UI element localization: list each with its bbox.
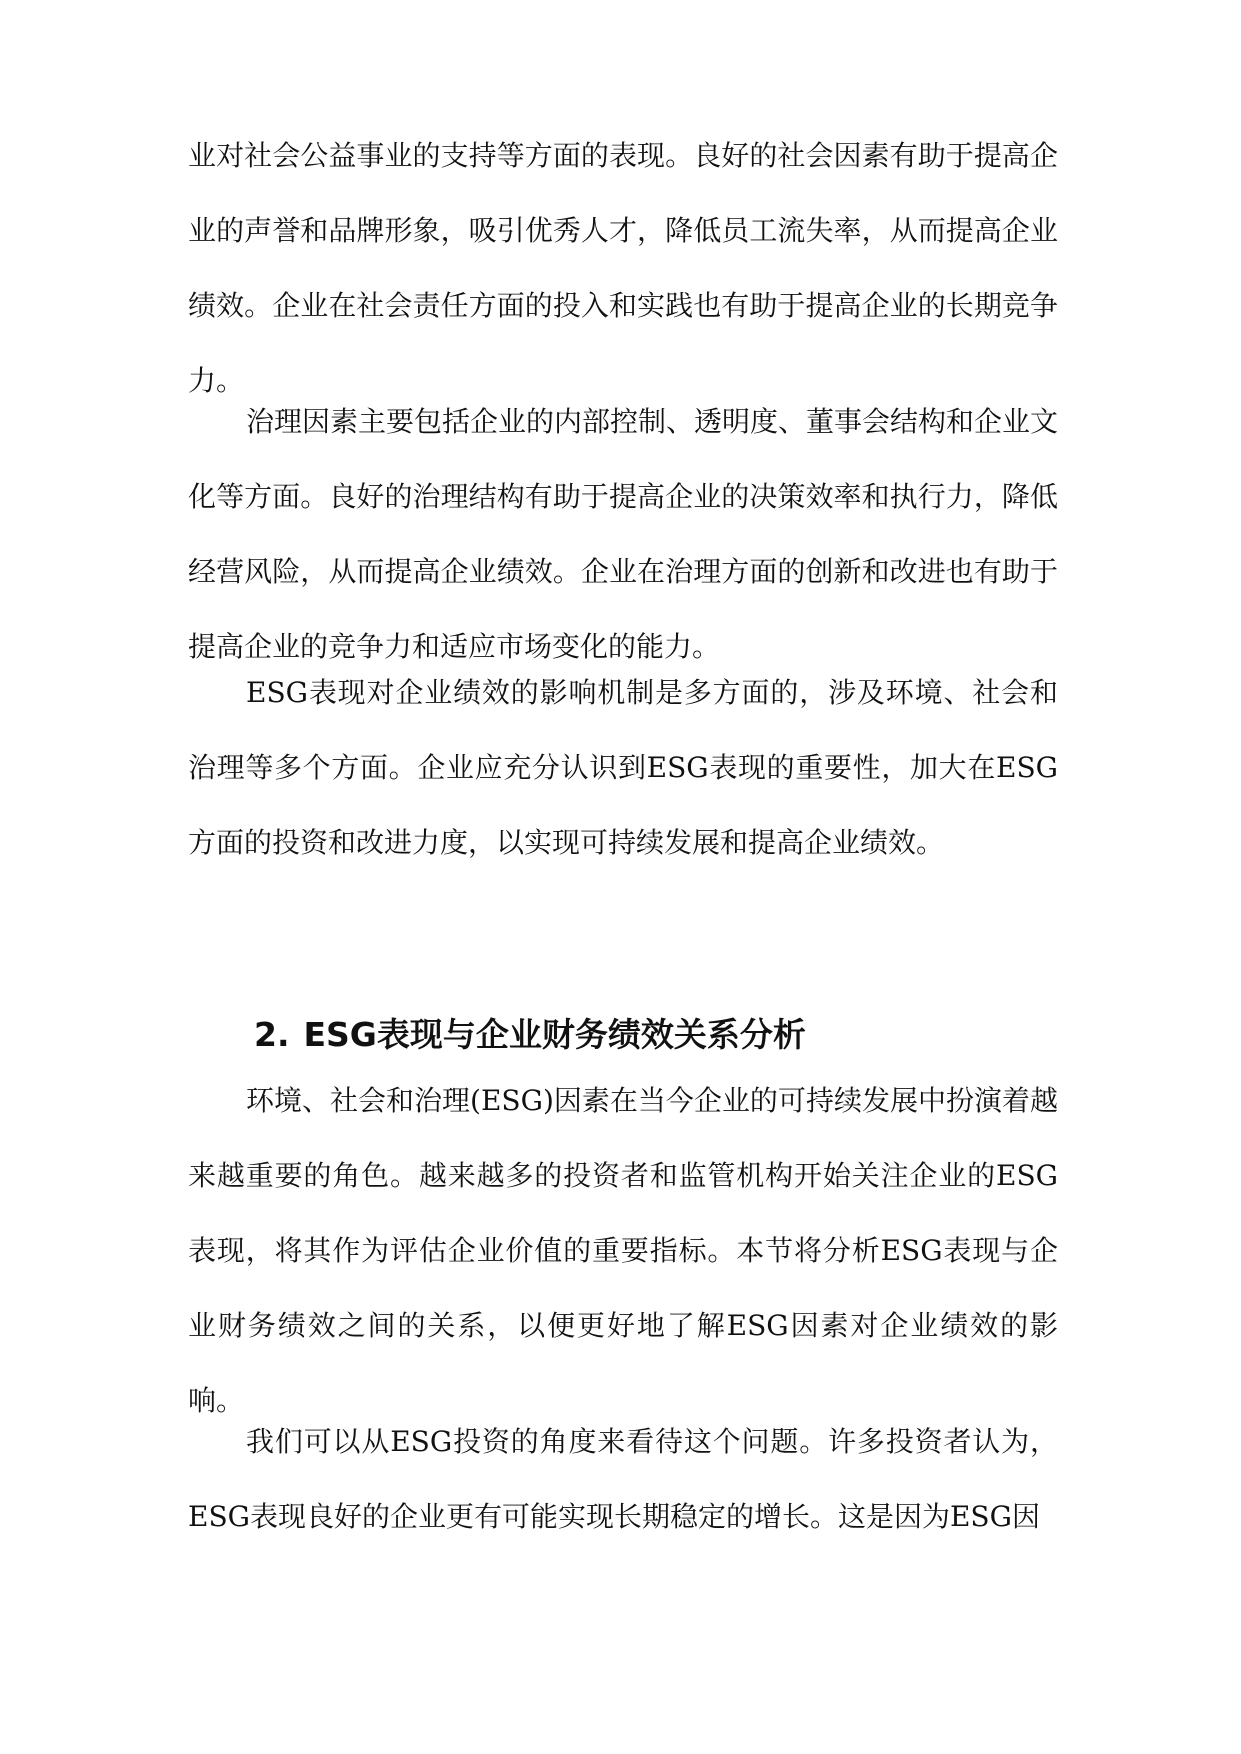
section-title: ESG表现与企业财务绩效关系分析	[303, 1015, 806, 1054]
paragraph-esg-financial-intro: 环境、社会和治理(ESG)因素在当今企业的可持续发展中扮演着越来越重要的角色。越来越多的投资者和监管机构开始关注企业的ESG表现，将其作为评估企业价值的重要指标。本节将分析ESG表现与企业财务绩效之间的关系，以便更好地了解ESG因素对企业绩效的影响。	[188, 1084, 1058, 1417]
paragraph-social-factors-continued: 业对社会公益事业的支持等方面的表现。良好的社会因素有助于提高企业的声誉和品牌形象，吸引优秀人才，降低员工流失率，从而提高企业绩效。企业在社会责任方面的投入和实践也有助于提高企业的长期竞争力。	[188, 139, 1058, 397]
paragraph-esg-mechanism-summary: ESG表现对企业绩效的影响机制是多方面的，涉及环境、社会和治理等多个方面。企业应充分认识到ESG表现的重要性，加大在ESG方面的投资和改进力度，以实现可持续发展和提高企业绩效。	[188, 676, 1058, 859]
section-number: 2.	[254, 1015, 290, 1054]
paragraph-governance-factors: 治理因素主要包括企业的内部控制、透明度、董事会结构和企业文化等方面。良好的治理结构有助于提高企业的决策效率和执行力，降低经营风险，从而提高企业绩效。企业在治理方面的创新和改进也有助于提高企业的竞争力和适应市场变化的能力。	[188, 405, 1059, 663]
section-heading	[254, 1005, 806, 1065]
paragraph-esg-investment-view: 我们可以从ESG投资的角度来看待这个问题。许多投资者认为，ESG表现良好的企业更有可能实现长期稳定的增长。这是因为ESG因	[188, 1425, 1058, 1533]
